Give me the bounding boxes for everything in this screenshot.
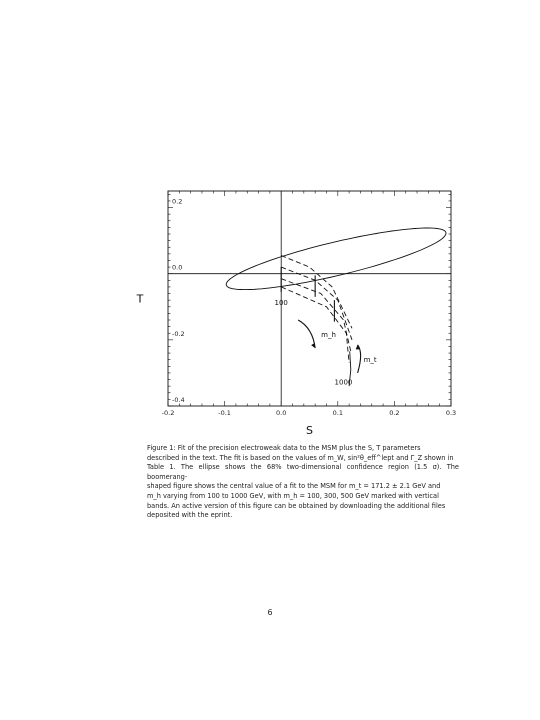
y-tick-label: -0.2	[172, 329, 185, 338]
x-tick-label: 0.1	[332, 409, 343, 417]
caption-line: bands. An active version of this figure can be obtained by downloading the additional files	[147, 501, 446, 510]
x-tick-label: -0.1	[218, 409, 231, 417]
fit-curve	[281, 279, 351, 352]
caption-line: Table 1. The ellipse shows the 68% two-dimensional confidence region (1.5 σ). The boomerang-	[147, 463, 459, 481]
page-number: 6	[267, 608, 273, 617]
caption-line: Figure 1: Fit of the precision electroweak data to the MSM plus the S, T parameters	[147, 444, 421, 452]
arrow-label: m_t	[363, 355, 377, 364]
caption-line: m_h varying from 100 to 1000 GeV, with m_h = 100, 300, 500 GeV marked with vertical	[147, 491, 439, 500]
y-axis-label: T	[136, 292, 144, 306]
plot-area	[136, 191, 457, 437]
x-tick-label: 0.0	[276, 409, 287, 417]
y-tick-label: -0.4	[172, 396, 185, 404]
confidence-ellipse	[226, 228, 446, 290]
mh-value-label: 1000	[334, 378, 353, 387]
x-tick-label: 0.2	[389, 409, 400, 417]
y-tick-label: 0.2	[172, 197, 183, 206]
x-axis-label: S	[306, 424, 313, 437]
arrow-label: m_h	[321, 331, 336, 340]
fit-curve	[281, 287, 349, 363]
x-tick-label: 0.3	[445, 409, 457, 417]
mh-value-label: 100	[274, 299, 288, 308]
caption-line: deposited with the eprint.	[147, 511, 233, 520]
fit-curve	[281, 267, 352, 340]
x-tick-label: -0.2	[161, 409, 175, 417]
y-tick-label: 0.0	[172, 263, 183, 272]
plot-frame	[168, 191, 451, 406]
caption-line: shaped figure shows the central value of a fit to the MSM for m_t = 171.2 ± 2.1 GeV and	[147, 482, 441, 491]
figure-caption	[147, 444, 459, 521]
arrow-head	[311, 343, 315, 348]
caption-line: described in the text. The fit is based on the values of m_W, sin²θ_eff^lept and Γ_Z shown in	[147, 453, 454, 462]
direction-arrow	[298, 320, 315, 348]
